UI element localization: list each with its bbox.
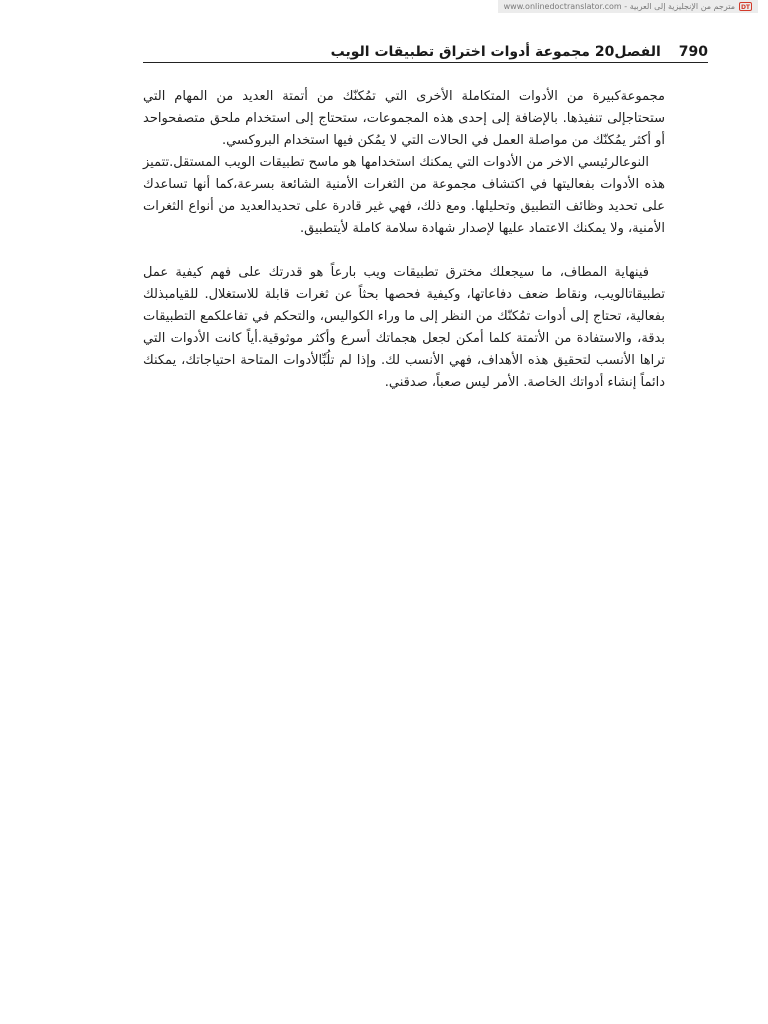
page-number: 790 <box>678 44 708 60</box>
paragraph-1: مجموعةكبيرة من الأدوات المتكاملة الأخرى التي تمُكنّك من أتمتة العديد من المهام التي ستحتاجإلى تنفيذها. بالإضافة إلى إحدى هذه المجموعات، ستحتاج إلى استخدام ملحق متصفحواحد أو أكثر يمُكنّك من مواصلة العمل في الحالات التي لا يمُكن فيها استخدام البروكسي. <box>143 89 665 148</box>
paragraph-3: فينهاية المطاف، ما سيجعلك مخترق تطبيقات ويب بارعاً هو قدرتك على فهم كيفية عمل تطبيقاتالويب، ونقاط ضعف دفاعاتها، وكيفية فحصها بحثاً عن ثغرات قابلة للاستغلال. للقيامبذلك بفعالية، تحتاج إلى أدوات تمُكنّك من النظر إلى ما وراء الكواليس، والتحكم في تفاعلكمع التطبيقات بدقة، والاستفادة من الأتمتة كلما أمكن لجعل هجماتك أسرع وأكثر موثوقية.أياً كانت الأدوات التي تراها الأنسب لتحقيق هذه الأهداف، فهي الأنسب لك. وإذا لم تلُبِّالأدوات المتاحة احتياجاتك، يمكنك دائماً إنشاء أدواتك الخاصة. الأمر ليس صعباً، صدقني. <box>143 265 665 390</box>
translator-logo-icon: DT <box>740 4 751 11</box>
running-header <box>143 38 708 63</box>
translator-watermark <box>498 0 758 13</box>
watermark-text: www.onlinedoctranslator.com - مترجم من الإنجليزية إلى العربية <box>503 2 735 11</box>
body-text <box>143 86 665 394</box>
chapter-title: الفصل20 مجموعة أدوات اختراق تطبيقات الويب <box>330 44 661 60</box>
paragraph-2: النوعالرئيسي الاخر من الأدوات التي يمكنك استخدامها هو ماسح تطبيقات الويب المستقل.تتميز هذه الأدوات بفعاليتها في اكتشاف مجموعة من الثغرات الأمنية الشائعة بسرعة،كما أنها تساعدك على تحديد وظائف التطبيق وتحليلها. ومع ذلك، فهي غير قادرة على تحديدالعديد من أنواع الثغرات الأمنية، ولا يمكنك الاعتماد عليها لإصدار شهادة سلامة كاملة لأيتطبيق. <box>143 155 665 236</box>
